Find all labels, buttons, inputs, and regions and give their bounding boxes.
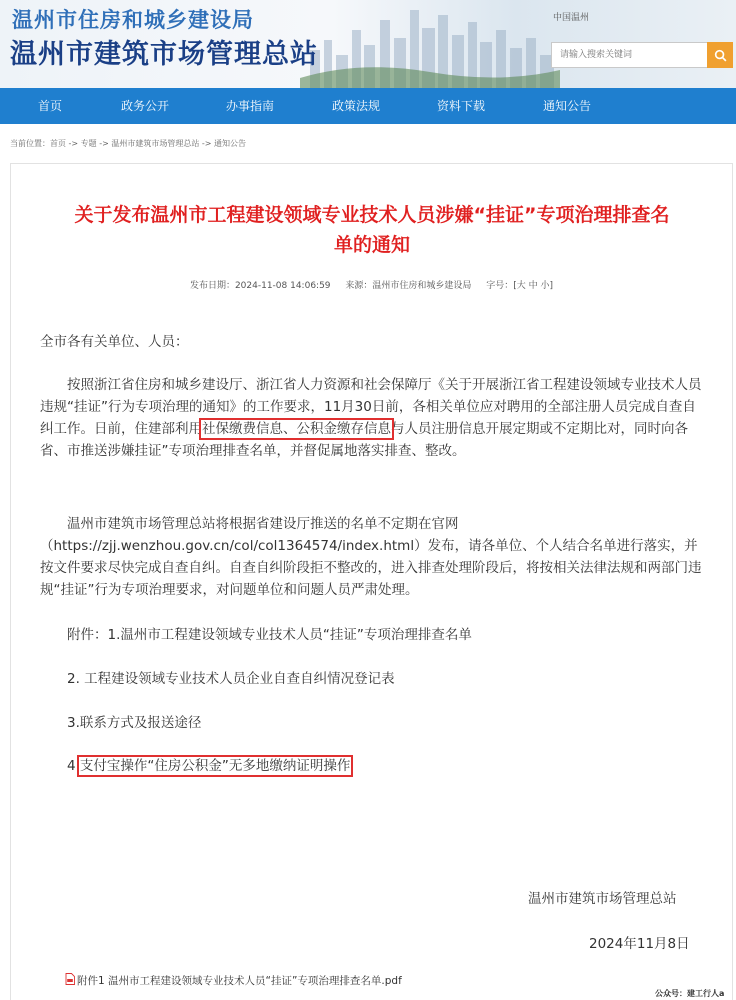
- sign-date: 2024年11月8日: [589, 936, 690, 952]
- region-label: 中国温州: [553, 13, 590, 23]
- paragraph-1-text-a: 按照浙江省住房和城乡建设厅、浙江省人力资源和社会保障厅《关于开展浙江省工程建设领域专业技术人员违规“挂证”行为专项治理的通知》的工作要求，11月30日前，各相关单位应对聘用的全部注册人员完成自查自纠工作。日前，住建部利用: [40, 377, 702, 437]
- font-size-switcher[interactable]: 字号：[大 中 小]: [486, 281, 554, 291]
- article-title: [35, 200, 709, 260]
- attachment-item-4-number: 4.: [67, 758, 80, 774]
- attachment-item-2: 2. 工程建设领域专业技术人员企业自查自纠情况登记表: [67, 671, 395, 687]
- attachment-item-1: 附件：1.温州市工程建设领域专业技术人员“挂证”专项治理排查名单: [67, 627, 472, 643]
- search-input[interactable]: [551, 42, 707, 68]
- highlighted-phrase: 社保缴费信息、公积金缴存信息: [202, 421, 391, 437]
- nav-item-downloads[interactable]: 资料下载: [437, 99, 486, 113]
- attachment-item-4-highlighted: 支付宝操作“住房公积金”无多地缴纳证明操作: [79, 758, 351, 774]
- bureau-name: 温州市住房和城乡建设局: [12, 8, 254, 32]
- site-logo-title[interactable]: 温州市建筑市场管理总站: [10, 39, 318, 70]
- article-meta: [11, 278, 732, 291]
- paragraph-1-text-b: 与人员注册信息开展定期或不定期比对，同时向各省、市推送涉嫌挂证”专项治理排查名单，并督促属地落实排查、整改。: [40, 421, 688, 459]
- main-nav: [0, 88, 736, 124]
- nav-item-home[interactable]: 首页: [38, 99, 63, 113]
- paragraph-1: [40, 374, 704, 462]
- nav-item-guide[interactable]: 办事指南: [226, 99, 275, 113]
- signer: 温州市建筑市场管理总站: [528, 891, 677, 907]
- publish-date: 发布日期：2024-11-08 14:06:59: [189, 281, 331, 291]
- article-source: 来源：温州市住房和城乡建设局: [345, 281, 472, 291]
- attachment-item-4: [40, 755, 704, 777]
- watermark-text: 公众号：建工行人a: [655, 989, 725, 998]
- breadcrumb[interactable]: 当前位置：首页 -> 专题 -> 温州市建筑市场管理总站 -> 通知公告: [10, 139, 247, 148]
- attachment-download-link[interactable]: [65, 973, 402, 988]
- article-panel: [10, 163, 733, 1000]
- nav-item-policy[interactable]: 政策法规: [332, 99, 381, 113]
- search-button[interactable]: [707, 42, 733, 68]
- attachment-link-text: 附件1 温州市工程建设领域专业技术人员“挂证”专项治理排查名单.pdf: [77, 975, 402, 987]
- attachment-item-3: 3.联系方式及报送途径: [67, 715, 202, 731]
- salutation: 全市各有关单位、人员：: [40, 334, 189, 350]
- pdf-file-icon: [65, 973, 75, 985]
- search-box: [551, 42, 733, 68]
- city-skyline-image: [300, 0, 560, 88]
- nav-item-notices[interactable]: 通知公告: [543, 99, 592, 113]
- paragraph-2: 温州市建筑市场管理总站将根据省建设厅推送的名单不定期在官网（https://zjj.wenzhou.gov.cn/col/col1364574/index.html）发布，请各单位、个人结合名单进行落实，并按文件要求尽快完成自查自纠。自查自纠阶段拒不整改的，进入排查处理阶段后，将按相关法律法规和两部门违规“挂证”行为专项治理要求，对问题单位和问题人员严肃处理。: [40, 516, 702, 598]
- article-title-line2: 单的通知: [333, 234, 410, 256]
- article-title-line1: 关于发布温州市工程建设领域专业技术人员涉嫌“挂证”专项治理排查名: [74, 204, 670, 226]
- nav-item-gov-affairs[interactable]: 政务公开: [121, 99, 170, 113]
- search-icon: [714, 49, 727, 62]
- header-banner: [0, 0, 736, 88]
